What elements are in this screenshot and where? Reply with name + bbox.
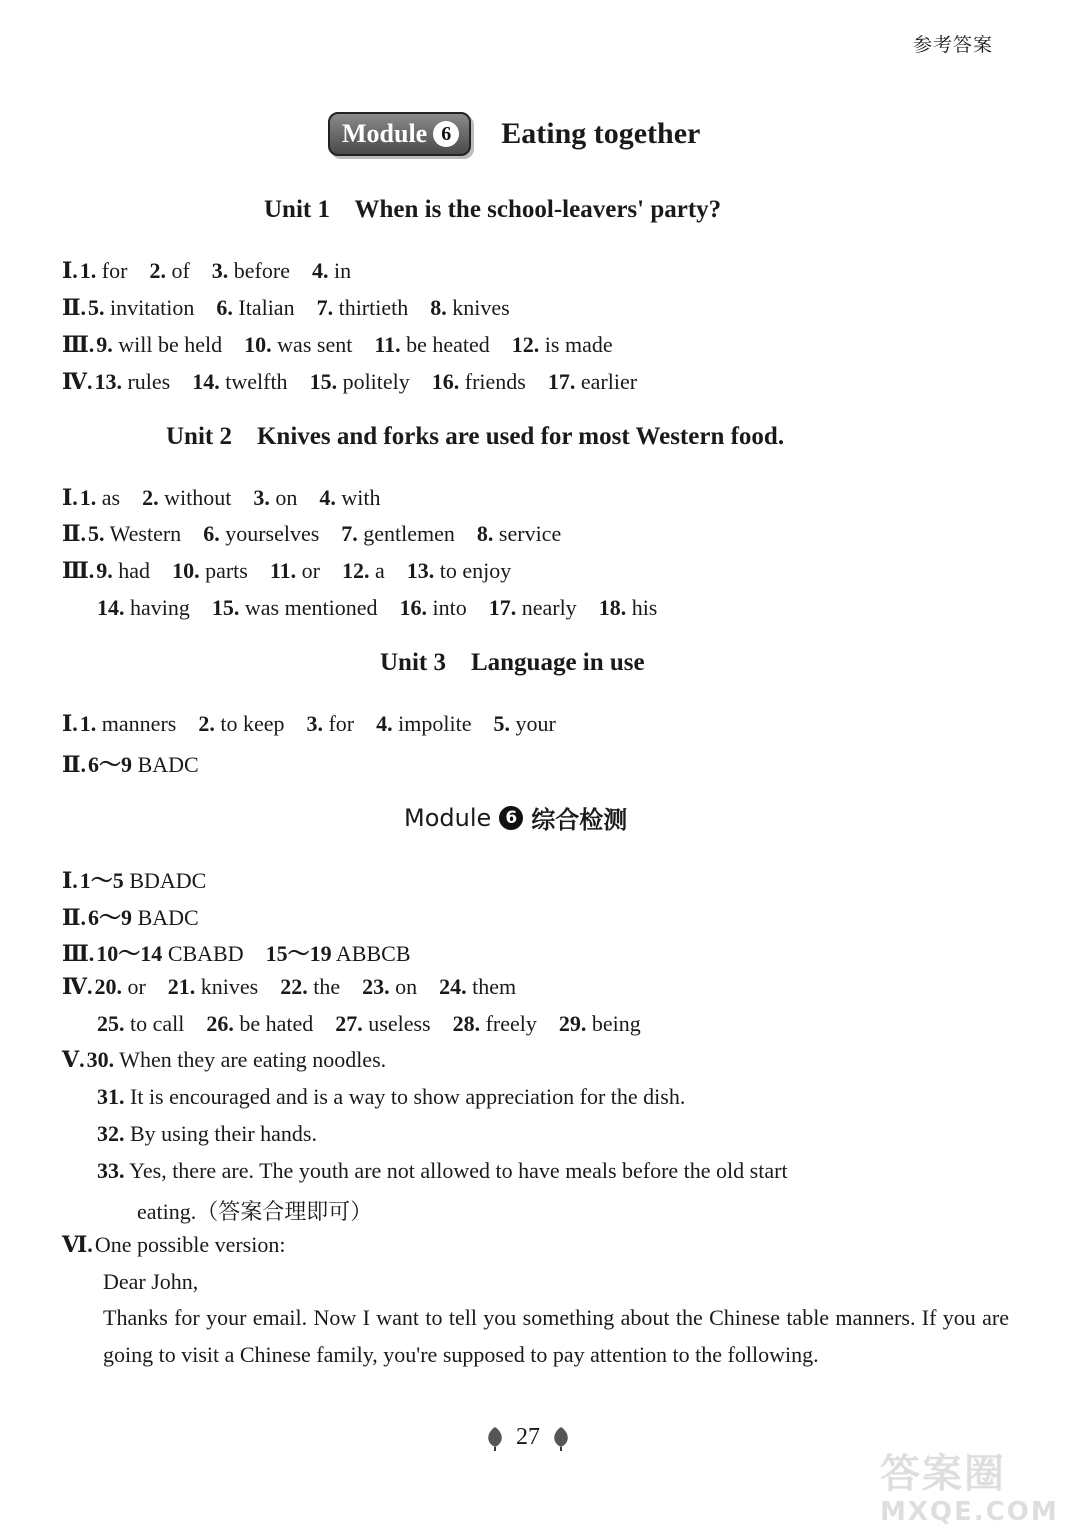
leaf-left-icon: [484, 1425, 506, 1451]
roman-numeral: Ⅳ.: [62, 974, 93, 999]
answer-item: [559, 1011, 641, 1036]
answer-item: [97, 1158, 788, 1183]
answer-text: is made: [539, 332, 613, 357]
answer-number: 8.: [476, 521, 494, 546]
answer-text: without: [158, 485, 232, 510]
review-answer-line: [97, 1158, 810, 1184]
answer-item: [312, 258, 351, 283]
answer-item: [212, 258, 290, 283]
answer-number: 8.: [430, 295, 447, 320]
answer-number: 10.: [244, 332, 272, 357]
answer-text: will be held: [112, 332, 223, 357]
answer-text: useless: [362, 1011, 431, 1036]
answer-text: gentlemen: [357, 521, 455, 546]
section-vi-numeral: Ⅵ.: [62, 1232, 93, 1257]
unit1-answer-line: [62, 332, 635, 358]
answer-number: 15.: [211, 595, 240, 620]
answer-number: 27.: [335, 1011, 363, 1036]
answer-number: 17.: [547, 369, 576, 394]
answer-number: 24.: [439, 974, 467, 999]
answer-item: [216, 295, 294, 320]
letter-paragraph: Thanks for your email. Now I want to tell you something about the Chinese table manners. If you are going to visit a Chinese family, you're supposed to pay attention to the following.: [103, 1305, 1009, 1367]
roman-numeral: Ⅰ.: [62, 868, 78, 893]
answer-text: them: [466, 974, 517, 999]
answer-text: BDADC: [123, 868, 207, 893]
answer-text: earlier: [575, 369, 638, 394]
answer-text: thirtieth: [333, 295, 409, 320]
answer-item: [97, 1121, 317, 1146]
answer-item: [203, 521, 319, 546]
answer-text: to keep: [214, 711, 285, 736]
answer-text: service: [493, 521, 562, 546]
answer-item: [253, 485, 297, 510]
answer-item: [80, 485, 120, 510]
answer-item: [244, 332, 352, 357]
answer-text: into: [426, 595, 467, 620]
answer-item: [335, 1011, 430, 1036]
answer-item: [342, 558, 385, 583]
answer-text: knives: [195, 974, 259, 999]
answer-number: 10～14: [96, 941, 163, 966]
answer-text: parts: [199, 558, 248, 583]
answer-item: [374, 332, 489, 357]
answer-item: [477, 521, 561, 546]
unit2-answer-line: [62, 558, 533, 584]
unit1-title: Unit 1 When is the school-leavers' party?: [264, 196, 722, 223]
answer-item: [399, 595, 466, 620]
answer-text: with: [335, 485, 381, 510]
answer-text: on: [269, 485, 298, 510]
q33-continuation: eating.（答案合理即可）: [137, 1199, 373, 1224]
answer-text: had: [112, 558, 151, 583]
answer-item: [212, 595, 378, 620]
answer-text: twelfth: [219, 369, 288, 394]
answer-number: 6～9: [88, 752, 133, 777]
answer-item: [206, 1011, 313, 1036]
answer-number: 13.: [94, 369, 122, 394]
page-number-text: 27: [516, 1424, 540, 1450]
answer-text: Italian: [232, 295, 295, 320]
answer-item: [599, 595, 658, 620]
roman-numeral: Ⅰ.: [62, 711, 78, 736]
answer-text: in: [328, 258, 352, 283]
answer-text: your: [509, 711, 556, 736]
unit2-title: Unit 2 Knives and forks are used for most Western food.: [166, 423, 785, 450]
answer-text: Western: [104, 521, 182, 546]
answer-item: [439, 974, 516, 999]
answer-number: 14.: [97, 595, 125, 620]
answer-number: 1.: [79, 485, 97, 510]
answer-number: 15.: [309, 369, 338, 394]
answer-item: [430, 295, 509, 320]
answer-item: [317, 295, 409, 320]
page-number: [484, 1424, 572, 1451]
answer-item: [80, 711, 177, 736]
review-number-icon: 6: [499, 806, 523, 830]
answer-text: freely: [480, 1011, 537, 1036]
answer-text: manners: [96, 711, 177, 736]
answer-text: of: [165, 258, 190, 283]
answer-number: 6.: [216, 295, 233, 320]
review-title-text: 综合检测: [531, 806, 628, 834]
answer-text: for: [322, 711, 355, 736]
answer-item: [172, 558, 248, 583]
watermark: [880, 1451, 1059, 1531]
answer-number: 21.: [167, 974, 196, 999]
answer-number: 4.: [376, 711, 393, 736]
answer-item: [94, 974, 145, 999]
module-badge-word: Module: [342, 119, 428, 148]
answer-number: 6.: [203, 521, 220, 546]
answer-text: invitation: [104, 295, 195, 320]
roman-numeral: Ⅳ.: [62, 369, 93, 394]
answer-number: 9.: [96, 332, 113, 357]
answer-item: [192, 369, 287, 394]
unit2-answer-line: [97, 595, 679, 621]
answer-number: 1.: [79, 258, 97, 283]
answer-text: or: [121, 974, 146, 999]
review-answer-line: [62, 864, 228, 895]
answer-number: 20.: [94, 974, 122, 999]
answer-item: [266, 941, 411, 966]
answer-text: before: [228, 258, 290, 283]
answer-number: 12.: [511, 332, 540, 357]
answer-number: 26.: [206, 1011, 234, 1036]
answer-item: [88, 905, 199, 930]
roman-numeral: Ⅱ.: [62, 752, 87, 777]
answer-number: 5.: [88, 295, 105, 320]
answer-number: 12.: [341, 558, 370, 583]
answer-number: 3.: [253, 485, 270, 510]
answer-number: 4.: [311, 258, 329, 283]
answer-text: ABBCB: [331, 941, 411, 966]
answer-item: [270, 558, 320, 583]
answer-item: [362, 974, 417, 999]
section-vi-intro: One possible version:: [94, 1232, 286, 1257]
answer-item: [80, 868, 207, 893]
answer-number: 3.: [211, 258, 229, 283]
answer-number: 16.: [399, 595, 427, 620]
answer-item: [142, 485, 231, 510]
answer-text: having: [124, 595, 190, 620]
answer-number: 29.: [558, 1011, 587, 1036]
review-answer-line: [62, 937, 433, 968]
answer-text: was mentioned: [239, 595, 378, 620]
answer-text: or: [296, 558, 320, 583]
answer-item: [512, 332, 613, 357]
module-title: Eating together: [501, 117, 701, 150]
answer-text: It is encouraged and is a way to show appreciation for the dish.: [124, 1084, 686, 1109]
answer-item: [96, 332, 222, 357]
unit1-answer-line: [62, 258, 373, 284]
answer-item: [198, 711, 284, 736]
roman-numeral: Ⅱ.: [62, 905, 87, 930]
answer-number: 31.: [97, 1084, 125, 1109]
letter-greeting: Dear John,: [103, 1269, 199, 1294]
review-answer-line: [97, 1011, 663, 1037]
answer-text: to enjoy: [434, 558, 512, 583]
answer-text: be heated: [400, 332, 490, 357]
roman-numeral: Ⅴ.: [62, 1047, 85, 1072]
roman-numeral: Ⅱ.: [62, 521, 87, 546]
answer-text: CBABD: [162, 941, 244, 966]
unit2-answer-line: [62, 521, 583, 547]
unit2-answer-line: [62, 485, 402, 511]
module-heading: [328, 112, 700, 156]
answer-item: [310, 369, 410, 394]
answer-number: 7.: [341, 521, 358, 546]
answer-item: [493, 711, 555, 736]
answer-item: [407, 558, 512, 583]
answer-text: politely: [337, 369, 410, 394]
answer-item: [96, 941, 243, 966]
unit3-title: Unit 3 Language in use: [380, 649, 645, 676]
answer-number: 7.: [316, 295, 334, 320]
answer-item: [94, 369, 170, 394]
answer-text: BADC: [132, 905, 199, 930]
answer-number: 1.: [79, 711, 97, 736]
review-answer-line: [62, 1047, 408, 1073]
answer-item: [88, 295, 194, 320]
answer-text: nearly: [516, 595, 577, 620]
answer-number: 33.: [97, 1158, 125, 1183]
answer-number: 18.: [598, 595, 627, 620]
answer-text: impolite: [392, 711, 472, 736]
answer-number: 10.: [172, 558, 200, 583]
review-title: [404, 800, 627, 835]
answer-item: [341, 521, 455, 546]
answer-text: being: [586, 1011, 641, 1036]
answer-text: yourselves: [219, 521, 320, 546]
answer-item: [306, 711, 354, 736]
answer-item: [97, 1084, 685, 1109]
module-number-icon: 6: [433, 121, 459, 147]
answer-text: Yes, there are. The youth are not allowed to have meals before the old start: [124, 1158, 788, 1183]
unit1-answer-line: [62, 369, 659, 395]
answer-number: 2.: [198, 711, 215, 736]
answer-item: [97, 595, 190, 620]
answer-number: 2.: [142, 485, 159, 510]
answer-text: By using their hands.: [124, 1121, 317, 1146]
answer-text: knives: [446, 295, 510, 320]
answer-text: rules: [121, 369, 171, 394]
answer-item: [87, 1047, 387, 1072]
answer-item: [489, 595, 577, 620]
answer-text: the: [307, 974, 341, 999]
leaf-right-icon: [550, 1425, 572, 1451]
answer-number: 4.: [319, 485, 336, 510]
answer-text: his: [626, 595, 658, 620]
answer-number: 14.: [192, 369, 220, 394]
answer-item: [319, 485, 380, 510]
answer-number: 5.: [493, 711, 510, 736]
answer-item: [96, 558, 150, 583]
answer-number: 15～19: [265, 941, 332, 966]
watermark-line1: 答案圈: [880, 1451, 1006, 1497]
answer-number: 23.: [362, 974, 390, 999]
answer-item: [97, 1011, 184, 1036]
answer-number: 1～5: [79, 868, 124, 893]
watermark-line2: MXQE.COM: [880, 1497, 1059, 1527]
answer-text: to call: [124, 1011, 185, 1036]
answer-number: 32.: [97, 1121, 125, 1146]
unit3-answer-line: [62, 711, 578, 737]
review-answer-line: [97, 1121, 339, 1147]
section-vi-line: [62, 1232, 285, 1258]
answer-number: 11.: [269, 558, 297, 583]
review-title-word: Module: [404, 803, 492, 832]
answer-number: 11.: [374, 332, 401, 357]
answer-text: on: [389, 974, 418, 999]
answer-number: 9.: [96, 558, 113, 583]
answer-item: [149, 258, 189, 283]
roman-numeral: Ⅲ.: [62, 941, 95, 966]
roman-numeral: Ⅰ.: [62, 485, 78, 510]
review-answer-line: [62, 974, 538, 1000]
answer-item: [88, 752, 199, 777]
answer-number: 3.: [306, 711, 323, 736]
answer-text: as: [96, 485, 121, 510]
answer-number: 28.: [452, 1011, 481, 1036]
answer-item: [548, 369, 637, 394]
answer-text: was sent: [271, 332, 353, 357]
header-corner-label: 参考答案: [913, 34, 994, 56]
roman-numeral: Ⅲ.: [62, 332, 95, 357]
answer-item: [80, 258, 128, 283]
review-answer-line: [62, 901, 221, 932]
answer-number: 16.: [431, 369, 460, 394]
answer-item: [168, 974, 258, 999]
answer-text: friends: [459, 369, 526, 394]
review-answer-line: [97, 1084, 707, 1110]
answer-item: [376, 711, 471, 736]
answer-number: 13.: [406, 558, 435, 583]
answer-text: When they are eating noodles.: [114, 1047, 387, 1072]
roman-numeral: Ⅲ.: [62, 558, 95, 583]
answer-number: 6～9: [88, 905, 133, 930]
answer-number: 17.: [488, 595, 517, 620]
answer-item: [88, 521, 181, 546]
answer-number: 30.: [86, 1047, 115, 1072]
unit3-answer-line: [62, 748, 221, 779]
answer-item: [280, 974, 340, 999]
answer-number: 2.: [149, 258, 166, 283]
answer-number: 25.: [97, 1011, 125, 1036]
answer-text: a: [369, 558, 385, 583]
answer-number: 5.: [88, 521, 105, 546]
answer-item: [453, 1011, 537, 1036]
module-badge: [328, 112, 471, 156]
answer-text: for: [96, 258, 128, 283]
roman-numeral: Ⅱ.: [62, 295, 87, 320]
roman-numeral: Ⅰ.: [62, 258, 78, 283]
answer-text: BADC: [132, 752, 199, 777]
answer-item: [432, 369, 526, 394]
answer-text: be hated: [233, 1011, 314, 1036]
answer-number: 22.: [280, 974, 308, 999]
unit1-answer-line: [62, 295, 532, 321]
